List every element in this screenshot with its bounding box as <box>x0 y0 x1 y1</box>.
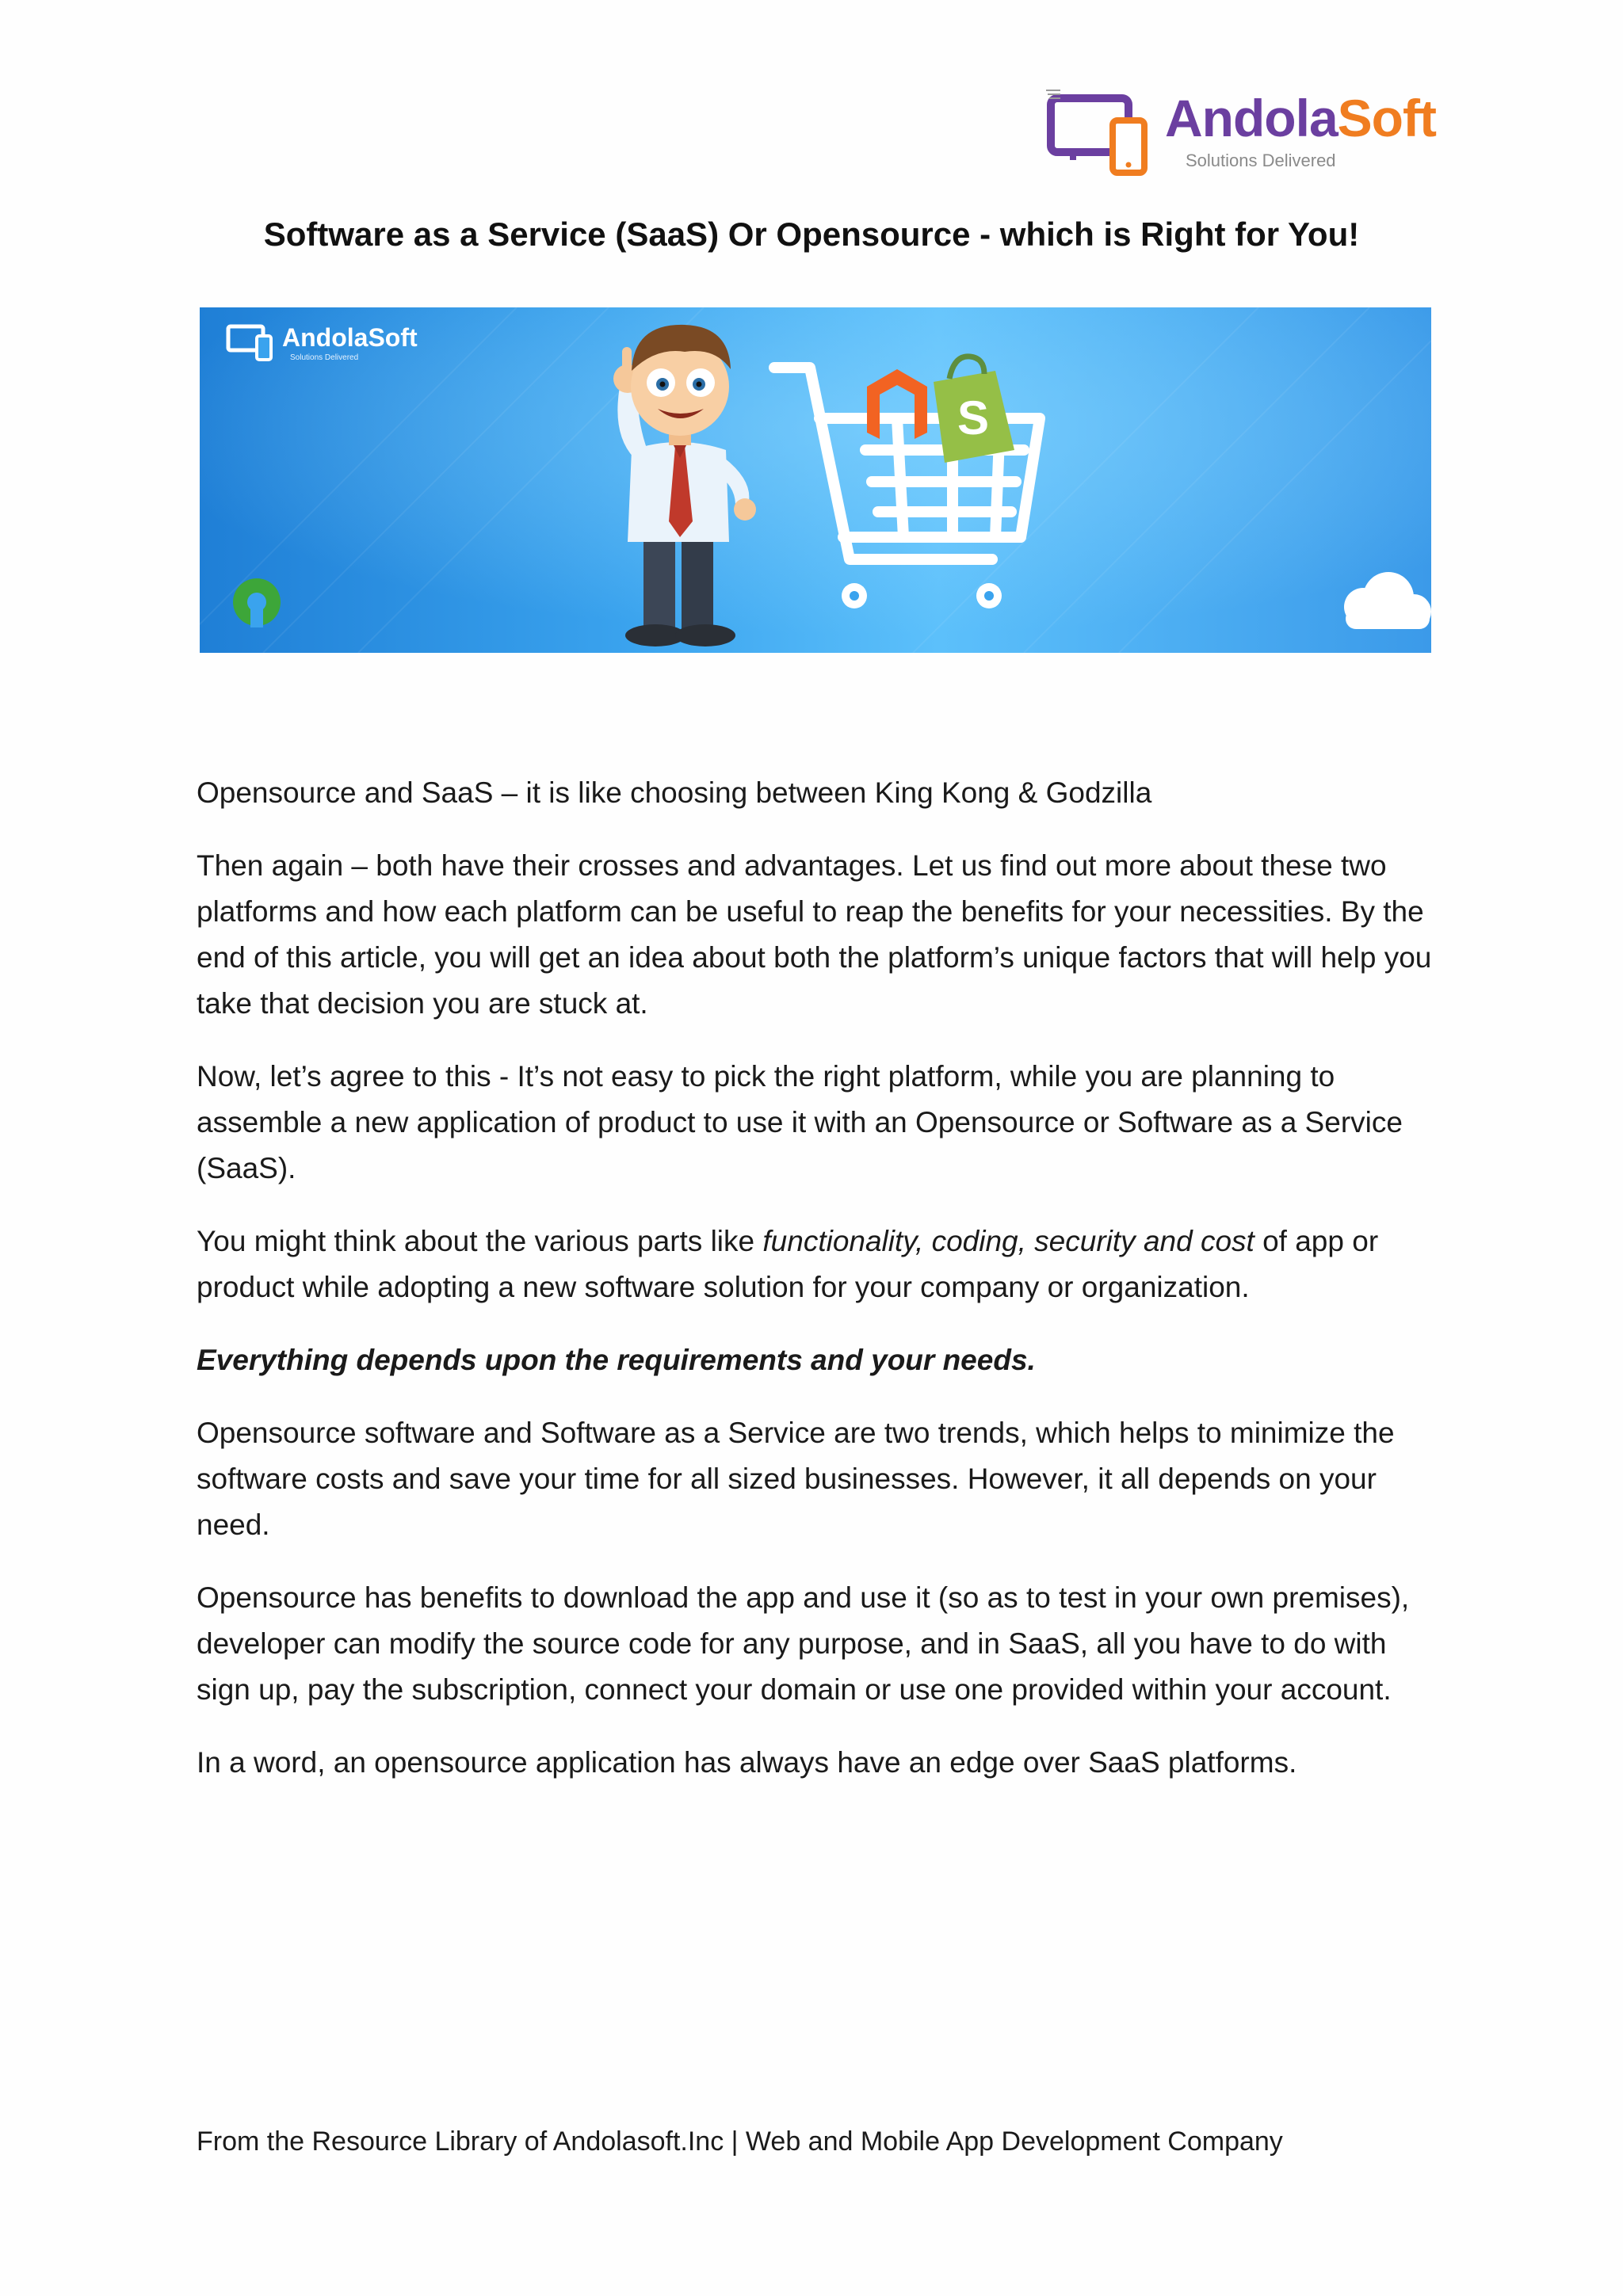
device-monitor-phone-icon <box>1046 89 1157 184</box>
paragraph: You might think about the various parts like functionality, coding, security and cost of app or product while adopting a new software solution for your company or organization. <box>197 1225 1379 1303</box>
company-logo <box>1046 89 1436 184</box>
paragraph: Then again – both have their crosses and advantages. Let us find out more about these two platforms and how each platform can be useful to reap the benefits for your necessities. By the end of this article, you will get an idea about both the platform’s unique factors that will help you take that decision you are stuck at. <box>197 849 1432 1020</box>
hero-banner <box>200 307 1431 653</box>
banner-brand-tagline: Solutions Delivered <box>290 353 359 362</box>
logo-wordmark: AndolaSoft <box>1165 89 1436 147</box>
monitor-phone-icon <box>225 318 277 363</box>
paragraph: Opensource software and Software as a Service are two trends, which helps to minimize the software costs and save your time for all sized businesses. However, it all depends on your need. <box>197 1417 1395 1541</box>
tagline-lines-icon <box>1046 89 1062 100</box>
banner-brand-name: AndolaSoft <box>282 323 418 352</box>
paragraph-conclusion: In a word, an opensource application has always have an edge over SaaS platforms. <box>197 1746 1297 1779</box>
emphasis-statement: Everything depends upon the requirements and your needs. <box>197 1344 1036 1376</box>
svg-text:S: S <box>957 391 990 444</box>
logo-tagline: Solutions Delivered <box>1186 151 1336 170</box>
italic-phrase: functionality, coding, security and cost <box>762 1225 1254 1257</box>
paragraph: Now, let’s agree to this - It’s not easy to pick the right platform, while you are planning to assemble a new application of product to use it with an Opensource or Software as a Service (SaaS). <box>197 1060 1403 1184</box>
paragraph: Opensource has benefits to download the app and use it (so as to test in your own premises), developer can modify the source code for any purpose, and in SaaS, all you have to do with sign up, pay the subscription, connect your domain or use one provided within your account. <box>197 1581 1410 1706</box>
paragraph-intro: Opensource and SaaS – it is like choosing between King Kong & Godzilla <box>197 776 1152 809</box>
page-title: Software as a Service (SaaS) Or Opensource - which is Right for You! <box>263 215 1360 253</box>
banner-brand <box>225 318 431 366</box>
page-footer: From the Resource Library of Andolasoft.Inc | Web and Mobile App Development Company <box>197 2126 1283 2157</box>
article-body <box>197 770 1433 1813</box>
